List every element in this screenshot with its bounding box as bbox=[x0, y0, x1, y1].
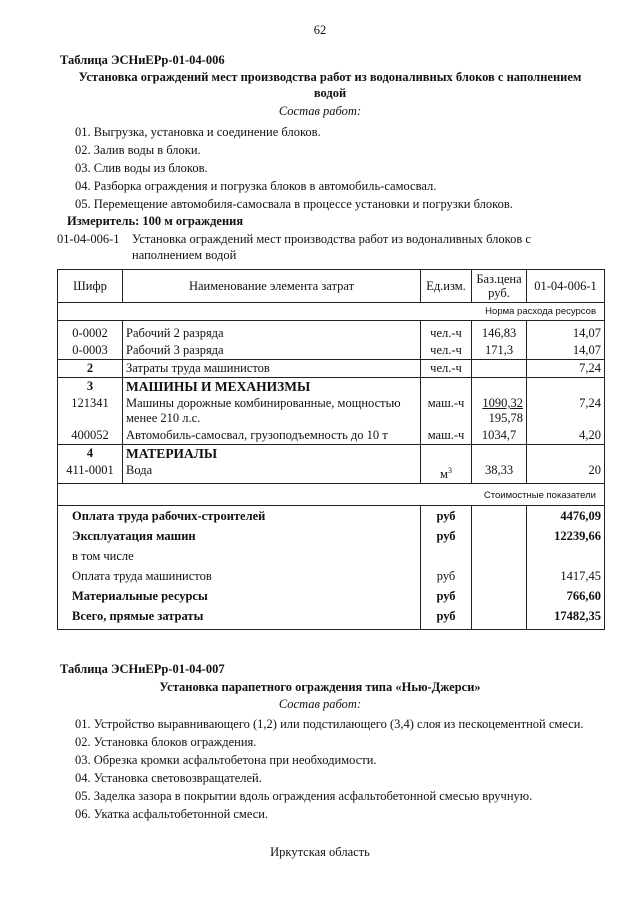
row-unit: маш.-ч bbox=[421, 395, 472, 427]
table1-item-desc-line2: наполнением водой bbox=[132, 248, 237, 262]
header-norm: 01-04-006-1 bbox=[527, 270, 605, 303]
table2-work-item: 04. Установка световозвращателей. bbox=[75, 771, 262, 785]
cost-row bbox=[58, 525, 605, 545]
table-row bbox=[58, 321, 605, 343]
cost-row bbox=[58, 545, 605, 565]
row-code: 0-0002 bbox=[58, 321, 123, 343]
cost-row bbox=[58, 506, 605, 526]
row-unit: чел.-ч bbox=[421, 321, 472, 343]
row-name: Автомобиль-самосвал, грузоподъемность до 10 т bbox=[123, 427, 421, 445]
cost-unit: руб bbox=[421, 605, 472, 630]
table1-composition-heading: Состав работ: bbox=[278, 104, 362, 118]
row-price: 171,3 bbox=[472, 342, 527, 360]
header-price-line2: руб. bbox=[488, 286, 510, 300]
row-name: Вода bbox=[123, 462, 421, 484]
cost-name: в том числе bbox=[58, 545, 421, 565]
table-header-row bbox=[58, 270, 605, 303]
table2-work-item: 03. Обрезка кромки асфальтобетона при необходимости. bbox=[75, 753, 377, 767]
table1-work-item: 01. Выгрузка, установка и соединение блоков. bbox=[75, 125, 321, 139]
header-price-line1: Баз.цена bbox=[476, 272, 522, 286]
norm-section-row bbox=[58, 303, 605, 321]
table2-title: Установка парапетного ограждения типа «Нью-Джерси» bbox=[159, 680, 481, 694]
row-unit-sup: 3 bbox=[447, 466, 452, 475]
row-norm: 7,24 bbox=[527, 360, 605, 378]
cost-value: 12239,66 bbox=[527, 525, 605, 545]
row-code: 2 bbox=[58, 360, 123, 378]
section-code: 4 bbox=[58, 445, 123, 463]
row-name: Рабочий 3 разряда bbox=[123, 342, 421, 360]
row-price: 38,33 bbox=[472, 462, 527, 484]
row-price: 146,83 bbox=[472, 321, 527, 343]
table1-work-item: 05. Перемещение автомобиля-самосвала в процессе установки и погрузки блоков. bbox=[75, 197, 513, 211]
table1-title-line2: водой bbox=[313, 86, 347, 100]
row-code: 121341 bbox=[58, 395, 123, 427]
cost-section-label: Стоимостные показатели bbox=[58, 484, 605, 506]
header-unit: Ед.изм. bbox=[421, 270, 472, 303]
table2-work-item: 06. Укатка асфальтобетонной смеси. bbox=[75, 807, 269, 821]
table1-work-item: 02. Залив воды в блоки. bbox=[75, 143, 201, 157]
row-price: 1034,7 bbox=[472, 427, 527, 445]
cost-row bbox=[58, 585, 605, 605]
row-norm: 7,24 bbox=[527, 395, 605, 427]
cost-row bbox=[58, 605, 605, 630]
table1-title-line1: Установка ограждений мест производства работ из водоналивных блоков с наполнением bbox=[78, 70, 582, 84]
cost-name: Оплата труда рабочих-строителей bbox=[58, 506, 421, 526]
norm-section-label: Норма расхода ресурсов bbox=[58, 303, 605, 321]
section-code: 3 bbox=[58, 378, 123, 396]
table2-work-item: 02. Установка блоков ограждения. bbox=[75, 735, 257, 749]
table-row bbox=[58, 342, 605, 360]
row-price bbox=[472, 395, 527, 427]
cost-value: 17482,35 bbox=[527, 605, 605, 630]
resource-table bbox=[57, 269, 605, 630]
cost-unit: руб bbox=[421, 585, 472, 605]
section-name: МАТЕРИАЛЫ bbox=[123, 445, 421, 463]
section-name: МАШИНЫ И МЕХАНИЗМЫ bbox=[123, 378, 421, 396]
page-footer: Иркутская область bbox=[270, 845, 370, 859]
row-name-line1: Машины дорожные комбинированные, мощностью bbox=[126, 396, 401, 410]
table2-composition-heading: Состав работ: bbox=[278, 697, 362, 711]
row-name: Рабочий 2 разряда bbox=[123, 321, 421, 343]
cost-name: Всего, прямые затраты bbox=[58, 605, 421, 630]
table-row bbox=[58, 462, 605, 484]
table-row bbox=[58, 427, 605, 445]
page-number: 62 bbox=[313, 23, 327, 37]
row-norm: 4,20 bbox=[527, 427, 605, 445]
row-name bbox=[123, 395, 421, 427]
cost-name: Материальные ресурсы bbox=[58, 585, 421, 605]
cost-value: 766,60 bbox=[527, 585, 605, 605]
row-code: 411-0001 bbox=[58, 462, 123, 484]
table1-item-code: 01-04-006-1 bbox=[57, 232, 120, 246]
row-unit: маш.-ч bbox=[421, 427, 472, 445]
row-norm: 14,07 bbox=[527, 321, 605, 343]
row-norm: 20 bbox=[527, 462, 605, 484]
cost-value: 4476,09 bbox=[527, 506, 605, 526]
row-price bbox=[472, 360, 527, 378]
cost-row bbox=[58, 565, 605, 585]
table1-measure: Измеритель: 100 м ограждения bbox=[67, 214, 244, 228]
cost-unit: руб bbox=[421, 506, 472, 526]
cost-value: 1417,45 bbox=[527, 565, 605, 585]
section-row bbox=[58, 445, 605, 463]
row-name-line2: менее 210 л.с. bbox=[126, 411, 201, 425]
table1-id: Таблица ЭСНиЕРр-01-04-006 bbox=[60, 53, 225, 67]
row-price-line1: 1090,32 bbox=[482, 396, 523, 410]
row-code: 400052 bbox=[58, 427, 123, 445]
row-norm: 14,07 bbox=[527, 342, 605, 360]
table1-work-item: 03. Слив воды из блоков. bbox=[75, 161, 208, 175]
table1-work-item: 04. Разборка ограждения и погрузка блоков в автомобиль-самосвал. bbox=[75, 179, 437, 193]
cost-section-row bbox=[58, 484, 605, 506]
row-unit: чел.-ч bbox=[421, 342, 472, 360]
row-unit: чел.-ч bbox=[421, 360, 472, 378]
row-name: Затраты труда машинистов bbox=[123, 360, 421, 378]
table-row bbox=[58, 360, 605, 378]
section-row bbox=[58, 378, 605, 396]
row-code: 0-0003 bbox=[58, 342, 123, 360]
cost-name: Оплата труда машинистов bbox=[58, 565, 421, 585]
table2-work-item: 01. Устройство выравнивающего (1,2) или подстилающего (3,4) слоя из пескоцементной смеси. bbox=[75, 717, 584, 731]
row-unit-base: м bbox=[440, 467, 448, 482]
table2-work-item: 05. Заделка зазора в покрытии вдоль ограждения асфальтобетонной смесью вручную. bbox=[75, 789, 533, 803]
header-price bbox=[472, 270, 527, 303]
table-row bbox=[58, 395, 605, 427]
cost-unit: руб bbox=[421, 525, 472, 545]
row-price-line2: 195,78 bbox=[488, 411, 523, 425]
cost-name: Эксплуатация машин bbox=[58, 525, 421, 545]
header-name: Наименование элемента затрат bbox=[123, 270, 421, 303]
cost-unit: руб bbox=[421, 565, 472, 585]
table1-item-desc-line1: Установка ограждений мест производства работ из водоналивных блоков с bbox=[132, 232, 531, 246]
table2-id: Таблица ЭСНиЕРр-01-04-007 bbox=[60, 662, 225, 676]
row-unit bbox=[421, 462, 472, 484]
header-code: Шифр bbox=[58, 270, 123, 303]
